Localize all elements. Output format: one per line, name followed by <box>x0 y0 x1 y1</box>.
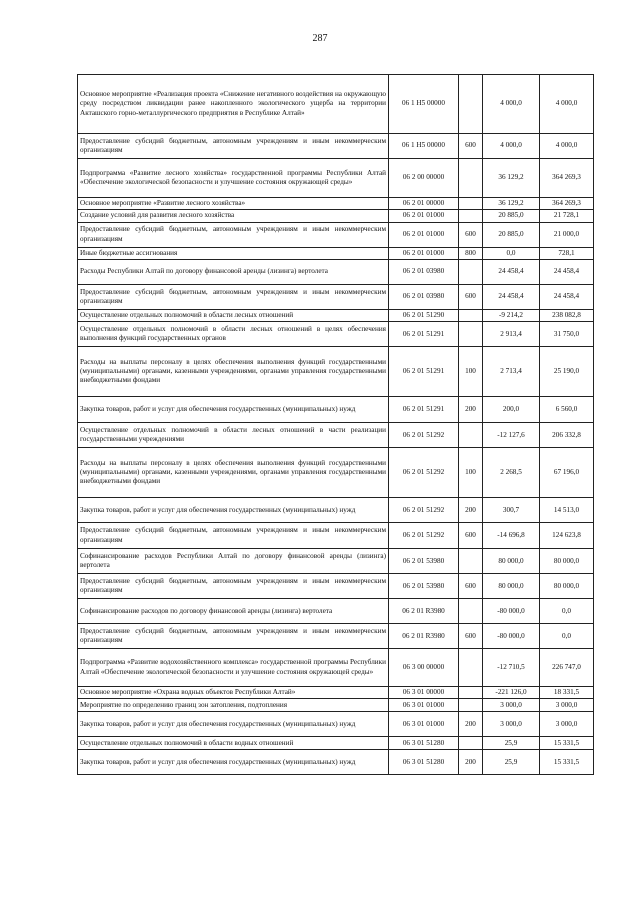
row-code: 06 2 01 01000 <box>389 222 459 247</box>
table-row <box>78 423 594 448</box>
row-code: 06 2 01 51291 <box>389 397 459 423</box>
page-number: 287 <box>312 33 328 44</box>
row-amount-total: 80 000,0 <box>540 549 594 574</box>
table-row <box>78 397 594 423</box>
row-name: Предоставление субсидий бюджетным, автономным учреждениям и иным некоммерческим организациям <box>78 134 389 159</box>
row-name: Предоставление субсидий бюджетным, автономным учреждениям и иным некоммерческим организациям <box>78 222 389 247</box>
table-row <box>78 222 594 247</box>
row-amount-total: 67 196,0 <box>540 448 594 498</box>
row-amount-total: 3 000,0 <box>540 699 594 712</box>
row-code: 06 3 00 00000 <box>389 649 459 687</box>
table-row <box>78 599 594 624</box>
row-name: Основное мероприятие «Охрана водных объектов Республики Алтай» <box>78 687 389 699</box>
row-amount-total: 21 728,1 <box>540 210 594 222</box>
row-name: Осуществление отдельных полномочий в области лесных отношений в целях обеспечения выполнения функций государственных органов <box>78 322 389 347</box>
row-expense-type <box>459 309 483 321</box>
row-amount-total: 124 623,8 <box>540 523 594 549</box>
row-code: 06 3 01 51280 <box>389 737 459 750</box>
row-amount-total: 25 190,0 <box>540 347 594 397</box>
row-amount-total: 4 000,0 <box>540 134 594 159</box>
row-name: Расходы Республики Алтай по договору финансовой аренды (лизинга) вертолета <box>78 259 389 284</box>
row-code: 06 2 01 51292 <box>389 498 459 523</box>
table-row <box>78 549 594 574</box>
row-name: Расходы на выплаты персоналу в целях обеспечения выполнения функций государственными (муниципальными) органами, казенными учреждениями, органами управления государственными внебюджетными фондами <box>78 448 389 498</box>
table-row <box>78 247 594 259</box>
row-amount-change: 80 000,0 <box>483 549 540 574</box>
row-amount-total: 226 747,0 <box>540 649 594 687</box>
row-expense-type: 200 <box>459 397 483 423</box>
row-expense-type: 200 <box>459 750 483 775</box>
row-code: 06 2 01 51292 <box>389 523 459 549</box>
row-name: Закупка товаров, работ и услуг для обеспечения государственных (муниципальных) нужд <box>78 498 389 523</box>
row-name: Основное мероприятие «Развитие лесного хозяйства» <box>78 198 389 210</box>
row-name: Предоставление субсидий бюджетным, автономным учреждениям и иным некоммерческим организациям <box>78 624 389 649</box>
table-row <box>78 134 594 159</box>
row-amount-change: 3 000,0 <box>483 699 540 712</box>
row-name: Закупка товаров, работ и услуг для обеспечения государственных (муниципальных) нужд <box>78 750 389 775</box>
table-row <box>78 712 594 737</box>
row-expense-type <box>459 687 483 699</box>
table-row <box>78 687 594 699</box>
row-amount-total: 14 513,0 <box>540 498 594 523</box>
row-expense-type: 600 <box>459 574 483 599</box>
table-row <box>78 574 594 599</box>
row-amount-change: 36 129,2 <box>483 159 540 198</box>
row-amount-change: -80 000,0 <box>483 599 540 624</box>
row-name: Осуществление отдельных полномочий в области лесных отношений <box>78 309 389 321</box>
table-row <box>78 699 594 712</box>
row-code: 06 3 01 00000 <box>389 687 459 699</box>
row-name: Осуществление отдельных полномочий в области водных отношений <box>78 737 389 750</box>
row-expense-type: 200 <box>459 498 483 523</box>
table-row <box>78 750 594 775</box>
row-name: Закупка товаров, работ и услуг для обеспечения государственных (муниципальных) нужд <box>78 712 389 737</box>
row-amount-total: 364 269,3 <box>540 198 594 210</box>
row-amount-total: 0,0 <box>540 624 594 649</box>
row-code: 06 2 01 01000 <box>389 210 459 222</box>
row-expense-type: 600 <box>459 222 483 247</box>
row-amount-total: 0,0 <box>540 599 594 624</box>
row-expense-type: 800 <box>459 247 483 259</box>
row-code: 06 1 Н5 00000 <box>389 134 459 159</box>
row-expense-type: 600 <box>459 624 483 649</box>
table-row <box>78 523 594 549</box>
row-expense-type: 600 <box>459 134 483 159</box>
table-row <box>78 159 594 198</box>
row-code: 06 3 01 01000 <box>389 699 459 712</box>
row-code: 06 2 01 51292 <box>389 423 459 448</box>
row-expense-type <box>459 423 483 448</box>
table-row <box>78 322 594 347</box>
budget-table-body <box>78 75 594 775</box>
row-code: 06 3 01 51280 <box>389 750 459 775</box>
row-code: 06 2 00 00000 <box>389 159 459 198</box>
row-amount-total: 24 458,4 <box>540 284 594 309</box>
row-name: Подпрограмма «Развитие лесного хозяйства» государственной программы Республики Алтай «Обеспечение экологической безопасности и улучшение состояния окружающей среды» <box>78 159 389 198</box>
row-expense-type: 200 <box>459 712 483 737</box>
row-amount-change: 2 713,4 <box>483 347 540 397</box>
row-amount-change: -12 127,6 <box>483 423 540 448</box>
row-name: Иные бюджетные ассигнования <box>78 247 389 259</box>
table-row <box>78 737 594 750</box>
row-amount-total: 206 332,8 <box>540 423 594 448</box>
row-amount-change: 20 885,0 <box>483 222 540 247</box>
row-expense-type: 600 <box>459 284 483 309</box>
row-code: 06 2 01 01000 <box>389 247 459 259</box>
row-amount-total: 31 750,0 <box>540 322 594 347</box>
row-amount-total: 4 000,0 <box>540 75 594 134</box>
row-amount-total: 15 331,5 <box>540 750 594 775</box>
row-amount-total: 21 000,0 <box>540 222 594 247</box>
table-row <box>78 284 594 309</box>
row-amount-change: 0,0 <box>483 247 540 259</box>
row-expense-type <box>459 322 483 347</box>
row-amount-change: -221 126,0 <box>483 687 540 699</box>
row-expense-type <box>459 198 483 210</box>
table-row <box>78 75 594 134</box>
row-name: Предоставление субсидий бюджетным, автономным учреждениям и иным некоммерческим организациям <box>78 284 389 309</box>
row-amount-change: 4 000,0 <box>483 134 540 159</box>
table-row <box>78 259 594 284</box>
row-amount-total: 728,1 <box>540 247 594 259</box>
row-amount-change: 2 913,4 <box>483 322 540 347</box>
row-code: 06 2 01 03980 <box>389 259 459 284</box>
row-amount-total: 3 000,0 <box>540 712 594 737</box>
row-amount-change: 24 458,4 <box>483 259 540 284</box>
row-name: Софинансирование расходов по договору финансовой аренды (лизинга) вертолета <box>78 599 389 624</box>
row-expense-type <box>459 649 483 687</box>
row-name: Основное мероприятие «Реализация проекта «Снижение негативного воздействия на окружающую среду посредством ликвидации ранее накопленного экологического ущерба на территории Акташского горно-металлургического предприятия в Республике Алтай» <box>78 75 389 134</box>
row-amount-total: 15 331,5 <box>540 737 594 750</box>
row-name: Закупка товаров, работ и услуг для обеспечения государственных (муниципальных) нужд <box>78 397 389 423</box>
row-expense-type <box>459 699 483 712</box>
row-expense-type: 100 <box>459 448 483 498</box>
row-name: Расходы на выплаты персоналу в целях обеспечения выполнения функций государственными (муниципальными) органами, казенными учреждениями, органами управления государственными внебюджетными фондами <box>78 347 389 397</box>
row-expense-type <box>459 159 483 198</box>
row-code: 06 2 01 51292 <box>389 448 459 498</box>
row-name: Создание условий для развития лесного хозяйства <box>78 210 389 222</box>
row-code: 06 2 01 53980 <box>389 574 459 599</box>
row-amount-change: 20 885,0 <box>483 210 540 222</box>
row-amount-change: 80 000,0 <box>483 574 540 599</box>
row-expense-type <box>459 210 483 222</box>
table-row <box>78 309 594 321</box>
row-amount-change: 25,9 <box>483 737 540 750</box>
row-code: 06 1 Н5 00000 <box>389 75 459 134</box>
row-amount-change: 24 458,4 <box>483 284 540 309</box>
row-code: 06 2 01 51291 <box>389 347 459 397</box>
row-code: 06 2 01 51290 <box>389 309 459 321</box>
row-name: Предоставление субсидий бюджетным, автономным учреждениям и иным некоммерческим организациям <box>78 574 389 599</box>
row-code: 06 2 01 00000 <box>389 198 459 210</box>
row-expense-type <box>459 549 483 574</box>
row-code: 06 3 01 01000 <box>389 712 459 737</box>
row-amount-change: -12 710,5 <box>483 649 540 687</box>
table-row <box>78 448 594 498</box>
budget-table <box>77 74 594 775</box>
row-amount-change: 25,9 <box>483 750 540 775</box>
table-row <box>78 649 594 687</box>
row-amount-total: 18 331,5 <box>540 687 594 699</box>
row-amount-change: -9 214,2 <box>483 309 540 321</box>
row-name: Подпрограмма «Развитие водохозяйственного комплекса» государственной программы Республики Алтай «Обеспечение экологической безопасности и улучшение состояния окружающей среды» <box>78 649 389 687</box>
table-row <box>78 624 594 649</box>
row-amount-change: 200,0 <box>483 397 540 423</box>
row-amount-change: 3 000,0 <box>483 712 540 737</box>
row-name: Предоставление субсидий бюджетным, автономным учреждениям и иным некоммерческим организациям <box>78 523 389 549</box>
row-amount-total: 364 269,3 <box>540 159 594 198</box>
row-code: 06 2 01 53980 <box>389 549 459 574</box>
row-amount-change: -80 000,0 <box>483 624 540 649</box>
row-code: 06 2 01 R3980 <box>389 624 459 649</box>
row-amount-total: 238 082,8 <box>540 309 594 321</box>
table-row <box>78 210 594 222</box>
row-amount-change: 300,7 <box>483 498 540 523</box>
row-code: 06 2 01 R3980 <box>389 599 459 624</box>
row-amount-total: 24 458,4 <box>540 259 594 284</box>
row-code: 06 2 01 03980 <box>389 284 459 309</box>
row-amount-total: 6 560,0 <box>540 397 594 423</box>
row-code: 06 2 01 51291 <box>389 322 459 347</box>
row-amount-total: 80 000,0 <box>540 574 594 599</box>
row-expense-type <box>459 737 483 750</box>
row-amount-change: -14 696,8 <box>483 523 540 549</box>
row-expense-type <box>459 599 483 624</box>
row-expense-type: 600 <box>459 523 483 549</box>
row-name: Мероприятие по определению границ зон затопления, подтопления <box>78 699 389 712</box>
row-amount-change: 2 268,5 <box>483 448 540 498</box>
row-expense-type: 100 <box>459 347 483 397</box>
row-amount-change: 4 000,0 <box>483 75 540 134</box>
table-row <box>78 347 594 397</box>
row-expense-type <box>459 259 483 284</box>
row-amount-change: 36 129,2 <box>483 198 540 210</box>
table-row <box>78 498 594 523</box>
row-name: Осуществление отдельных полномочий в области лесных отношений в части реализации государственными учреждениями <box>78 423 389 448</box>
table-row <box>78 198 594 210</box>
row-expense-type <box>459 75 483 134</box>
row-name: Софинансирование расходов Республики Алтай по договору финансовой аренды (лизинга) вертолета <box>78 549 389 574</box>
